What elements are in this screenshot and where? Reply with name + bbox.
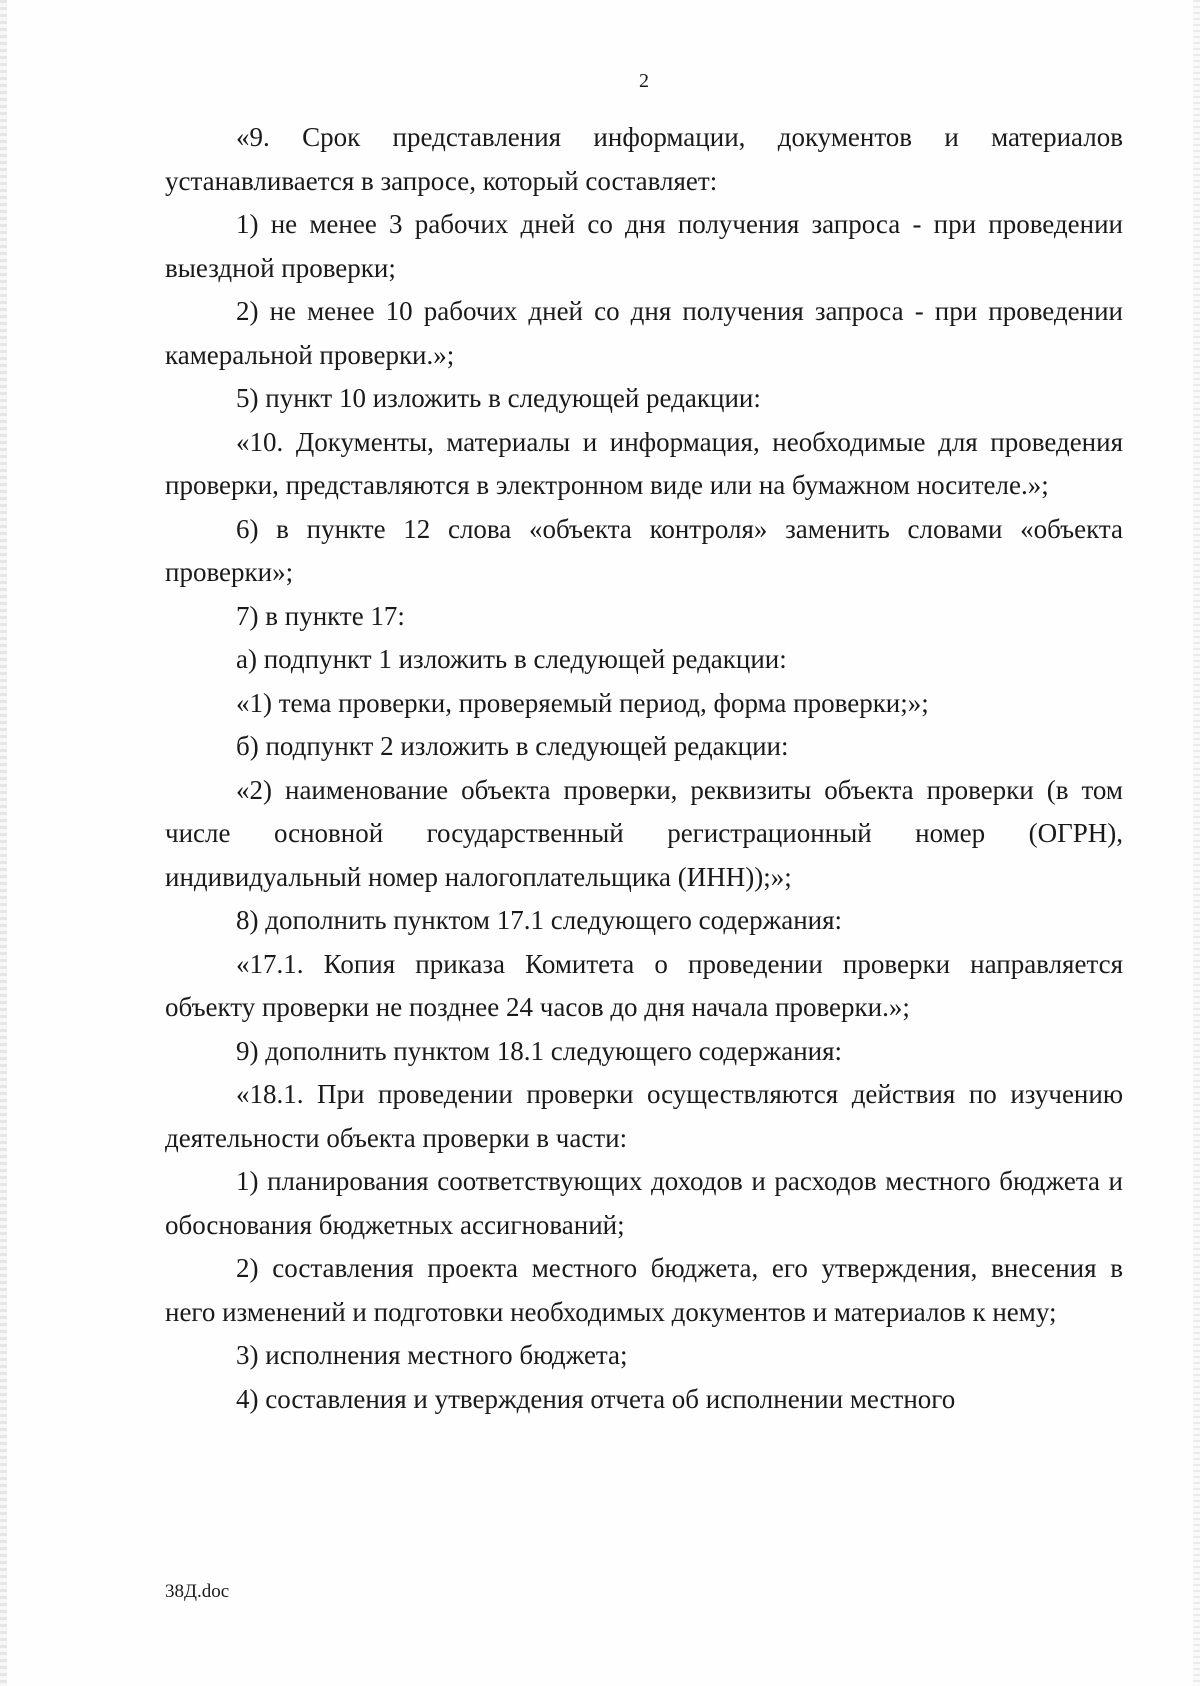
paragraph-amendment-8: 8) дополнить пунктом 17.1 следующего содержания: — [236, 905, 843, 935]
paragraph-subpoint-1-text: «1) тема проверки, проверяемый период, форма проверки;»; — [236, 687, 929, 718]
paragraph-subitem-2: 2) не менее 10 рабочих дней со дня получения запроса - при проведении камеральной проверки.»; — [165, 296, 1123, 370]
paragraph-subpoint-2-text: «2) наименование объекта проверки, реквизиты объекта проверки (в том числе основной государственный регистрационный номер (ОГРН), индивидуальный номер налогоплательщика (ИНН));»; — [165, 774, 1123, 892]
paragraph-amendment-9: 9) дополнить пунктом 18.1 следующего содержания: — [236, 1035, 843, 1066]
scan-edge-left — [0, 0, 7, 1686]
paragraph-amendment-5: 5) пункт 10 изложить в следующей редакции: — [236, 383, 761, 413]
paragraph-amendment-6: 6) в пункте 12 слова «объекта контроля» заменить словами «объекта проверки»; — [165, 513, 1123, 587]
paragraph-part-1: 1) планирования соответствующих доходов и расходов местного бюджета и обоснования бюджетных ассигнований; — [165, 1166, 1123, 1240]
paragraph-item-17-1: «17.1. Копия приказа Комитета о проведении проверки направляется объекту проверки не позднее 24 часов до дня начала проверки.»; — [165, 948, 1123, 1022]
page-number: 2 — [639, 70, 649, 92]
footer-filename: 38Д.doc — [165, 1581, 230, 1602]
paragraph-subpoint-b: б) подпункт 2 изложить в следующей редакции: — [236, 731, 789, 761]
paragraph-item-9: «9. Срок представления информации, документов и материалов устанавливается в запросе, который составляет: — [165, 122, 1123, 196]
paragraph-subpoint-a: а) подпункт 1 изложить в следующей редакции: — [236, 644, 787, 674]
paragraph-part-2: 2) составления проекта местного бюджета, его утверждения, внесения в него изменений и подготовки необходимых документов и материалов к нему; — [165, 1253, 1123, 1327]
scan-edge-right — [1193, 0, 1200, 1686]
paragraph-part-3: 3) исполнения местного бюджета; — [236, 1340, 628, 1370]
paragraph-amendment-7: 7) в пункте 17: — [236, 600, 405, 631]
paragraph-part-4: 4) составления и утверждения отчета об исполнении местного — [236, 1383, 956, 1414]
paragraph-item-10: «10. Документы, материалы и информация, необходимые для проведения проверки, представляются в электронном виде или на бумажном носителе.»; — [165, 426, 1123, 500]
paragraph-item-18-1: «18.1. При проведении проверки осуществляются действия по изучению деятельности объекта проверки в части: — [165, 1079, 1123, 1153]
paragraph-subitem-1: 1) не менее 3 рабочих дней со дня получения запроса - при проведении выездной проверки; — [165, 209, 1123, 283]
document-body — [165, 116, 1123, 1421]
